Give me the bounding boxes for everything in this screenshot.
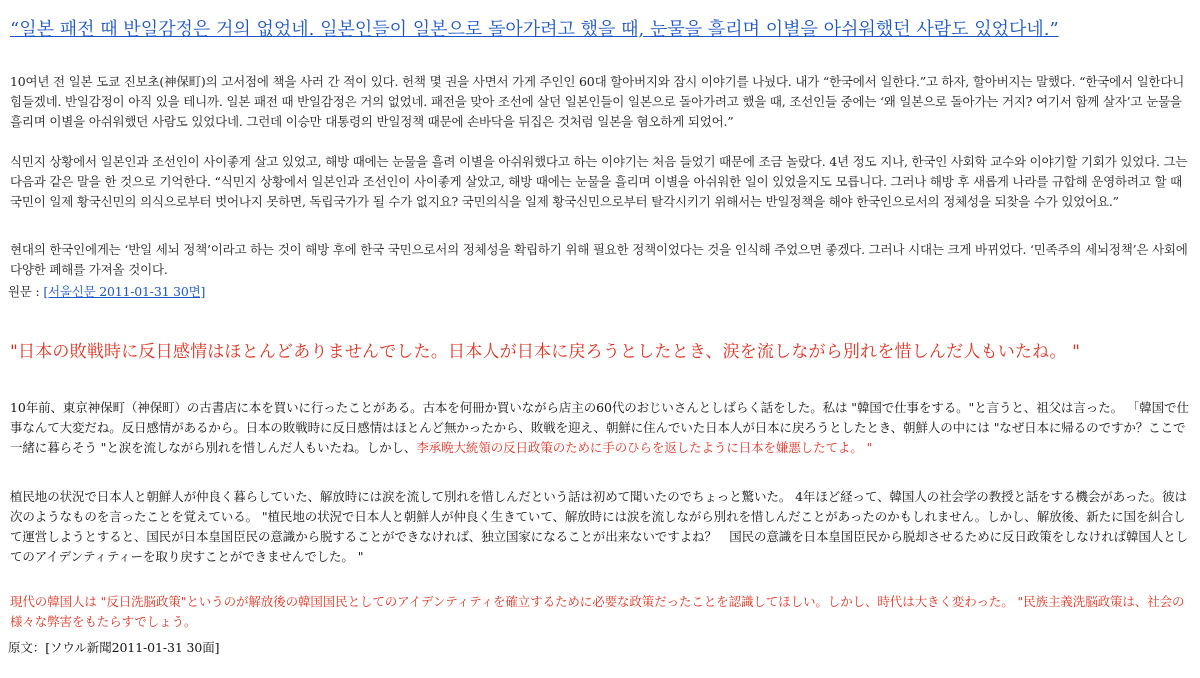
japanese-source-text: 原文：[ソウル新聞2011-01-31 30面] [8, 640, 220, 655]
japanese-p2-text: 植民地の状況で日本人と朝鮮人が仲良く暮らしていた、解放時には涙を流して別れを惜しんだという話は初めて聞いたのでちょっと驚いた。 4年ほど経って、韓国人の社会学の教授と話をする機会があった。彼は次のようなものを言ったことを覚えている。 "植民地の状況で日本人と朝鮮人が仲良く生きていて、解放時には涙を流しながら別れを惜しんだことがあったのかもしれません。しかし、解放後、新たに国を糾合して運営しようとすると、国民が日本皇国臣民の意識から脱することができなければ、独立国家になることが出来ないですよね？ 国民の意識を日本皇国臣民から脱却させるために反日政策をしなければ韓国人としてのアイデンティティーを取り戻すことができませんでした。 " [10, 489, 1189, 564]
korean-p1-text: 10여년 전 일본 도쿄 진보초(神保町)의 고서점에 책을 사러 간 적이 있다. 헌책 몇 권을 사면서 가게 주인인 60대 할아버지와 잠시 이야기를 나눴다. 내가 “한국에서 일한다.”고 하자, 할아버지는 말했다. “한국에서 일한다니 힘들겠네. 반일감정이 아직 있을 테니까. 일본 패전 때 반일감정은 거의 없었네. 패전을 맞아 조선에 살던 일본인들이 일본으로 돌아가려고 했을 때, 조선인들 중에는 ‘왜 일본으로 돌아가는 거지? 여기서 함께 살자’고 눈물을 흘리며 이별을 아쉬워했던 사람도 있었다네. 그런데 이승만 대통령의 반일정책 때문에 손바닥을 뒤집은 것처럼 일본을 혐오하게 되었어.” [10, 74, 1185, 129]
korean-source-link[interactable]: [서울신문 2011-01-31 30면] [43, 284, 206, 299]
japanese-p1-highlight: 李承晩大統領の反日政策のために手のひらを返したように日本を嫌悪したてよ。 " [416, 440, 873, 455]
japanese-paragraph-1 [10, 398, 1190, 458]
korean-paragraph-3 [10, 240, 1190, 280]
japanese-p1-text: 10年前、東京神保町（神保町）の古書店に本を買いに行ったことがある。古本を何冊か買いながら店主の60代のおじいさんとしばらく話をした。私は "韓国で仕事をする。"と言うと、祖父は言った。 「韓国で仕事なんて大変だね。反日感情があるから。日本の敗戦時に反日感情はほとんど無かったから、敗戦を迎え、朝鮮に住んでいた日本人が日本に戻ろうとしたとき、朝鮮人の中には "なぜ日本に帰るのですか？ここで一緒に暮らそう "と涙を流しながら別れを惜しんだ人もいたね。しかし、 [10, 400, 1189, 455]
korean-p2-text: 식민지 상황에서 일본인과 조선인이 사이좋게 살고 있었고, 해방 때에는 눈물을 흘려 이별을 아쉬워했다고 하는 이야기는 처음 들었기 때문에 조금 놀랐다. 4년 정도 지나, 한국인 사회학 교수와 이야기할 기회가 있었다. 그는 다음과 같은 말을 한 것으로 기억한다. “식민지 상황에서 일본인과 조선인이 사이좋게 살았고, 해방 때에는 눈물을 흘리며 이별을 아쉬워한 일이 있었을지도 모릅니다. 그러나 해방 후 새롭게 나라를 규합해 운영하려고 할 때 국민이 일제 황국신민의 의식으로부터 벗어나지 못하면, 독립국가가 될 수가 없지요? 국민의식을 일제 황국신민으로부터 탈각시키기 위해서는 반일정책을 해야 한국인으로서의 정체성을 되찾을 수가 있었어요.” [10, 154, 1188, 209]
korean-paragraph-1 [10, 72, 1190, 132]
japanese-p3-text: 現代の韓国人は "反日洗脳政策"というのが解放後の韓国国民としてのアイデンティティを確立するために必要な政策だったことを認識してほしい。しかし、時代は大きく変わった。 "民族主義洗脳政策は、社会の様々な弊害をもたらすでしょう。 [10, 594, 1185, 629]
korean-headline-link[interactable]: “일본 패전 때 반일감정은 거의 없었네. 일본인들이 일본으로 돌아가려고 했을 때, 눈물을 흘리며 이별을 아쉬워했던 사람도 있었다네.” [10, 19, 1059, 40]
japanese-headline: "日本の敗戦時に反日感情はほとんどありませんでした。日本人が日本に戻ろうとしたとき、涙を流しながら別れを惜しんだ人もいたね。 " [10, 342, 1081, 362]
japanese-paragraph-2 [10, 487, 1190, 567]
japanese-source-line [8, 638, 1192, 658]
korean-p3-text: 현대의 한국인에게는 ‘반일 세뇌 정책’이라고 하는 것이 해방 후에 한국 국민으로서의 정체성을 확립하기 위해 필요한 정책이었다는 것을 인식해 주었으면 좋겠다. 그러나 시대는 크게 바뀌었다. ‘민족주의 세뇌정책’은 사회에 다양한 폐해를 가져올 것이다. [10, 242, 1188, 277]
japanese-paragraph-3 [10, 592, 1190, 632]
korean-paragraph-2 [10, 152, 1190, 212]
korean-source-line [8, 282, 1192, 302]
korean-source-label: 원문 : [8, 284, 44, 299]
